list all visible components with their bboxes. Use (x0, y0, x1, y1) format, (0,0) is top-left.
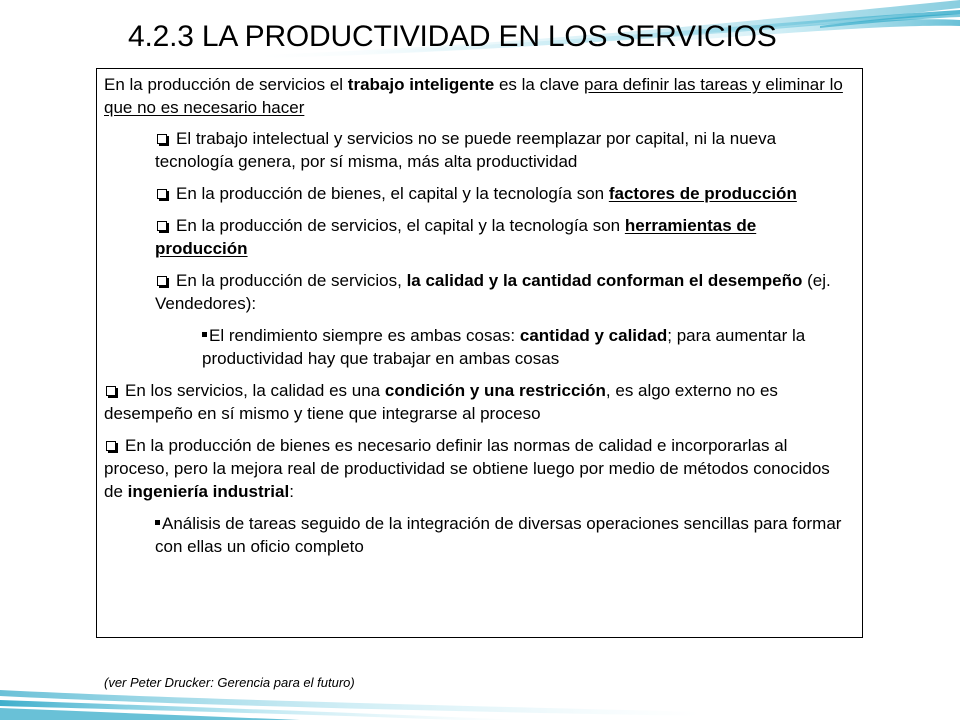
sub-bullet-item: El rendimiento siempre es ambas cosas: cantidad y calidad; para aumentar la productividad hay que trabajar en ambas cosas (202, 326, 806, 368)
bullet-item: El trabajo intelectual y servicios no se puede reemplazar por capital, ni la nueva tecnología genera, por sí misma, más alta productividad (155, 129, 777, 171)
checkbox-bullet-icon (157, 221, 167, 231)
sub-bullet-item: Análisis de tareas seguido de la integración de diversas operaciones sencillas para formar con ellas un oficio completo (155, 514, 842, 556)
page-title: 4.2.3 LA PRODUCTIVIDAD EN LOS SERVICIOS (128, 20, 777, 53)
bullet-item: En los servicios, la calidad es una condición y una restricción, es algo externo no es desempeño en sí mismo y tiene que integrarse al proceso (104, 381, 778, 423)
content-body (104, 73, 852, 567)
checkbox-bullet-icon (106, 386, 116, 396)
bullet-item: En la producción de bienes, el capital y la tecnología son factores de producción (155, 182, 852, 205)
square-bullet-icon (202, 332, 207, 337)
checkbox-bullet-icon (106, 441, 116, 451)
checkbox-bullet-icon (157, 276, 167, 286)
intro-paragraph: En la producción de servicios el trabajo inteligente es la clave para definir las tareas y eliminar lo que no es necesario hacer (104, 75, 843, 117)
checkbox-bullet-icon (157, 189, 167, 199)
square-bullet-icon (155, 520, 160, 525)
bullet-item: En la producción de bienes es necesario definir las normas de calidad e incorporarlas al proceso, pero la mejora real de productividad se obtiene luego por medio de métodos conocidos de ingeniería industrial: (104, 436, 830, 501)
bullet-item: En la producción de servicios, la calidad y la cantidad conforman el desempeño (ej. Vendedores): (155, 271, 831, 313)
bullet-item: En la producción de servicios, el capital y la tecnología son herramientas de producción (155, 216, 757, 258)
checkbox-bullet-icon (157, 134, 167, 144)
citation: (ver Peter Drucker: Gerencia para el futuro) (104, 675, 355, 690)
